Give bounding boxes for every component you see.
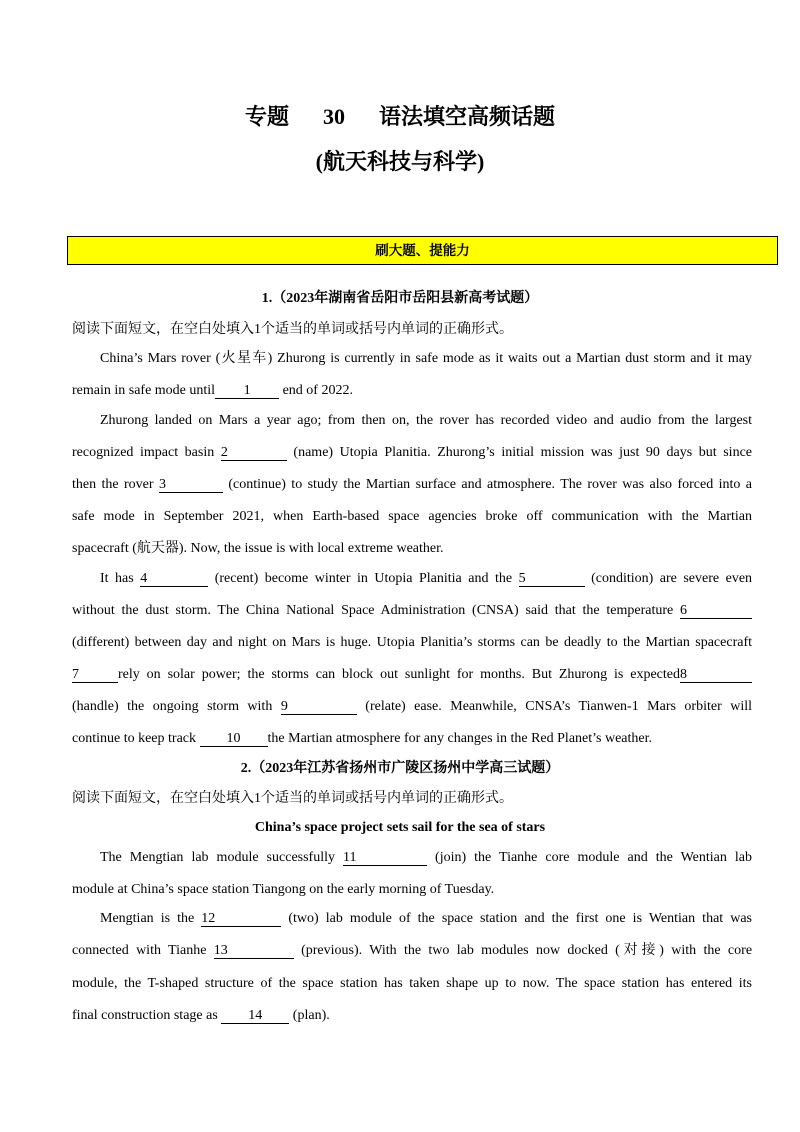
blank-6[interactable]: 6: [680, 603, 752, 619]
blank-2[interactable]: 2: [221, 445, 287, 461]
q1-text: (recent) become winter in Utopia Planitia and the: [214, 571, 513, 586]
passage-title: China’s space project sets sail for the sea of stars: [254, 820, 546, 835]
q1-text: It has: [100, 571, 134, 586]
q1-line-5: [72, 476, 752, 494]
q2-text: The Mengtian lab module successfully: [100, 850, 335, 865]
blank-11[interactable]: 11: [343, 850, 427, 866]
q1-text: (continue) to study the Martian surface and atmosphere. The rover was also forced into a: [228, 477, 752, 492]
q1-text: continue to keep track: [72, 731, 197, 746]
blank-13[interactable]: 13: [214, 943, 294, 959]
q1-line-13: [72, 730, 752, 748]
q2-text: Mengtian is the: [100, 911, 195, 926]
q1-line-8: [72, 570, 752, 588]
q2-source: 2.（2023年江苏省扬州市广陵区扬州中学高三试题）: [240, 761, 560, 776]
q1-text: remain in safe mode until: [72, 383, 216, 398]
title-subject: 语法填空高频话题: [379, 104, 556, 129]
section-banner: 刷大题、提能力: [67, 236, 778, 265]
q1-line-10: (different) between day and night on Mars is huge. Utopia Planitia’s storms can be deadly to the Martian spacecraft: [72, 635, 752, 650]
q1-source: 1.（2023年湖南省岳阳市岳阳县新高考试题）: [261, 291, 539, 306]
q2-text: connected with Tianhe: [72, 943, 207, 958]
q1-line-12: [72, 698, 752, 716]
blank-3[interactable]: 3: [159, 477, 223, 493]
blank-10[interactable]: 10: [200, 731, 268, 747]
q1-text: (name) Utopia Planitia. Zhurong’s initial mission was just 90 days but since: [293, 445, 752, 460]
blank-12[interactable]: 12: [201, 911, 281, 927]
q2-text: final construction stage as: [72, 1008, 218, 1023]
q1-line-11: [72, 666, 752, 684]
q2-line-3: [72, 910, 752, 928]
q1-line-3: Zhurong landed on Mars a year ago; from then on, the rover has recorded video and audio from the largest: [100, 413, 752, 428]
q1-line-2: [72, 382, 752, 400]
q2-text: (two) lab module of the space station and the first one is Wentian that was: [288, 911, 752, 926]
page-title: [0, 103, 800, 131]
q1-text: (relate) ease. Meanwhile, CNSA’s Tianwen-1 Mars orbiter will: [365, 699, 753, 714]
page-subtitle: (航天科技与科学): [315, 149, 485, 174]
q1-text: the Martian atmosphere for any changes in the Red Planet’s weather.: [267, 731, 653, 746]
blank-14[interactable]: 14: [221, 1008, 289, 1024]
q2-text: (plan).: [292, 1008, 330, 1023]
blank-9[interactable]: 9: [281, 699, 357, 715]
q1-text: then the rover: [72, 477, 154, 492]
q2-text: (join) the Tianhe core module and the Wentian lab: [435, 850, 753, 865]
title-topic: 专题: [244, 104, 289, 129]
q2-line-5: module, the T-shaped structure of the space station has taken shape up to now. The space station has entered its: [72, 976, 752, 991]
q1-line-4: [72, 444, 752, 462]
blank-5[interactable]: 5: [519, 571, 585, 587]
q2-line-6: [72, 1007, 752, 1025]
q2-instruction: 阅读下面短文，在空白处填入1个适当的单词或括号内单词的正确形式。: [72, 791, 513, 806]
q1-line-1: China’s Mars rover (火星车) Zhurong is currently in safe mode as it waits out a Martian dust storm and it may: [100, 351, 752, 366]
q1-text: (condition) are severe even: [591, 571, 753, 586]
q1-instruction: 阅读下面短文，在空白处填入1个适当的单词或括号内单词的正确形式。: [72, 322, 513, 337]
q1-text: without the dust storm. The China National Space Administration (CNSA) said that the temperature: [72, 603, 674, 618]
blank-4[interactable]: 4: [140, 571, 208, 587]
q2-line-4: [72, 942, 752, 960]
q2-line-1: [72, 849, 752, 867]
q1-text: (handle) the ongoing storm with: [72, 699, 273, 714]
q1-line-9: [72, 602, 752, 620]
q1-text: end of 2022.: [282, 383, 353, 398]
q2-line-2: module at China’s space station Tiangong on the early morning of Tuesday.: [72, 882, 495, 897]
blank-1[interactable]: 1: [215, 383, 279, 399]
q1-text: recognized impact basin: [72, 445, 215, 460]
blank-7[interactable]: 7: [72, 667, 118, 683]
q1-line-7: spacecraft (航天器). Now, the issue is with local extreme weather.: [72, 541, 444, 556]
title-number: 30: [323, 104, 345, 129]
blank-8[interactable]: 8: [680, 667, 752, 683]
q1-text: rely on solar power; the storms can block out sunlight for months. But Zhurong is expected: [118, 667, 680, 682]
q2-text: (previous). With the two lab modules now docked (对接) with the core: [301, 943, 753, 958]
q1-line-6: safe mode in September 2021, when Earth-based space agencies broke off communication with the Martian: [72, 509, 752, 524]
